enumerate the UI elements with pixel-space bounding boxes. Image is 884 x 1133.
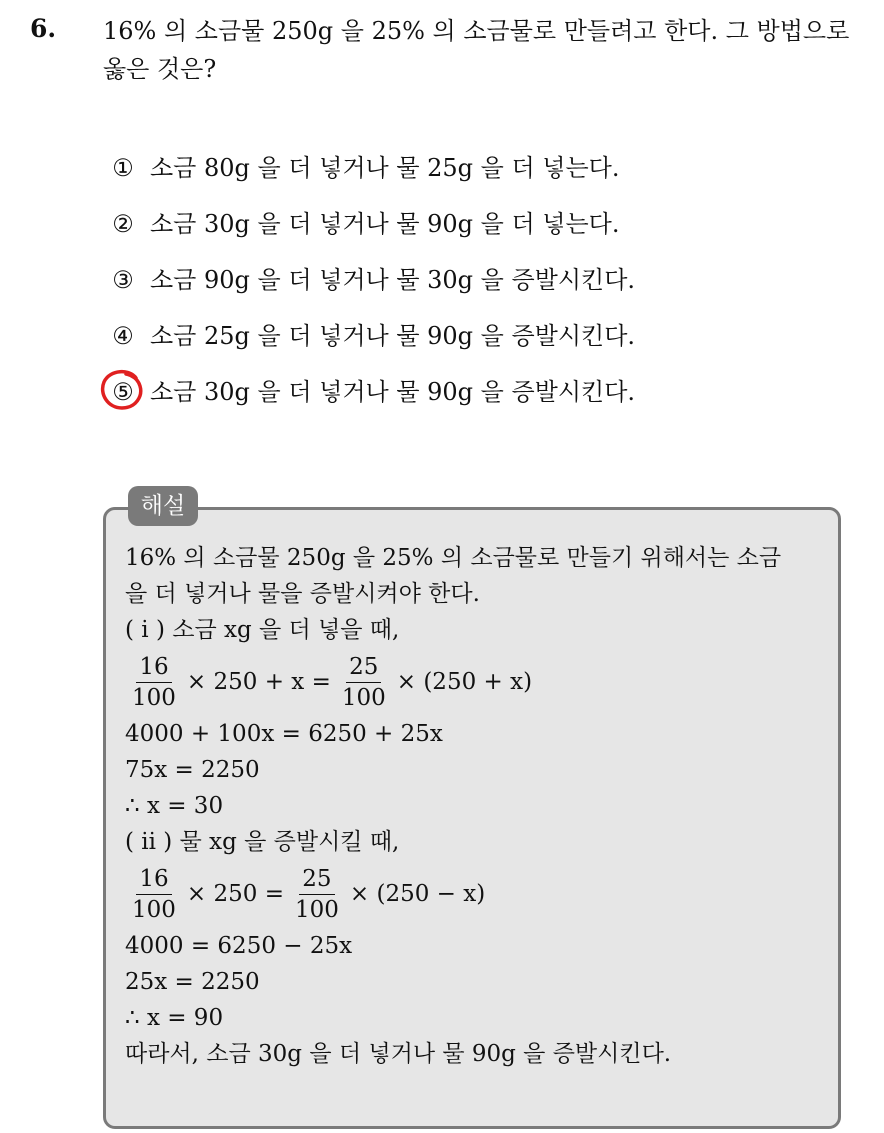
- choice-mark: ⑤: [108, 372, 138, 412]
- choice-text: 소금 25g 을 더 넣거나 물 90g 을 증발시킨다.: [150, 322, 636, 350]
- case-2-result: ∴ x = 90: [125, 1005, 224, 1031]
- case-2-step: 4000 = 6250 − 25x: [125, 933, 353, 959]
- case-2-equation: [125, 860, 830, 928]
- fraction: [292, 864, 342, 925]
- choice-text: 소금 90g 을 더 넣거나 물 30g 을 증발시킨다.: [150, 266, 636, 294]
- choice-4[interactable]: [108, 308, 635, 364]
- fraction-denominator: 100: [132, 684, 176, 711]
- case-1-step: 75x = 2250: [125, 757, 260, 783]
- question-text: 16% 의 소금물 250g 을 25% 의 소금물로 만들려고 한다. 그 방법으로 옳은 것은?: [103, 17, 850, 83]
- conclusion: 따라서, 소금 30g 을 더 넣거나 물 90g 을 증발시킨다.: [125, 1041, 672, 1067]
- explanation-badge: 해설: [128, 486, 198, 526]
- fraction: [129, 864, 179, 925]
- fraction-numerator: 25: [299, 864, 334, 895]
- equation-tail: × (250 − x): [349, 881, 486, 907]
- choice-2[interactable]: [108, 196, 635, 252]
- choice-5[interactable]: [108, 364, 635, 420]
- fraction-numerator: 25: [346, 652, 381, 683]
- fraction-numerator: 16: [136, 864, 171, 895]
- choice-mark: ②: [112, 210, 134, 238]
- choice-mark: ④: [112, 322, 134, 350]
- fraction: [129, 652, 179, 713]
- fraction-denominator: 100: [132, 896, 176, 923]
- equation-tail: × (250 + x): [396, 669, 533, 695]
- case-2-label: ( ii ) 물 xg 을 증발시킬 때,: [125, 829, 400, 855]
- fraction: [339, 652, 389, 713]
- choice-1[interactable]: [108, 140, 635, 196]
- choice-text: 소금 30g 을 더 넣거나 물 90g 을 증발시킨다.: [150, 378, 636, 406]
- choice-text: 소금 30g 을 더 넣거나 물 90g 을 더 넣는다.: [150, 210, 620, 238]
- equation-middle: × 250 =: [186, 881, 284, 907]
- choice-3[interactable]: [108, 252, 635, 308]
- choice-mark: ①: [112, 154, 134, 182]
- case-1-label: ( i ) 소금 xg 을 더 넣을 때,: [125, 617, 400, 643]
- choice-mark: ③: [112, 266, 134, 294]
- explanation-intro-line: 16% 의 소금물 250g 을 25% 의 소금물로 만들기 위해서는 소금: [125, 545, 782, 571]
- case-1-step: 4000 + 100x = 6250 + 25x: [125, 721, 443, 747]
- explanation-body: [125, 540, 830, 1072]
- equation-middle: × 250 + x =: [186, 669, 331, 695]
- choice-list: [108, 140, 635, 420]
- case-1-result: ∴ x = 30: [125, 793, 224, 819]
- case-2-step: 25x = 2250: [125, 969, 260, 995]
- fraction-numerator: 16: [136, 652, 171, 683]
- case-1-equation: [125, 648, 830, 716]
- answer-circle-icon: [96, 364, 148, 416]
- fraction-denominator: 100: [341, 684, 386, 711]
- fraction-denominator: 100: [294, 896, 339, 923]
- choice-text: 소금 80g 을 더 넣거나 물 25g 을 더 넣는다.: [150, 154, 620, 182]
- question-number: 6.: [30, 14, 57, 43]
- explanation-intro-line: 을 더 넣거나 물을 증발시켜야 한다.: [125, 581, 480, 607]
